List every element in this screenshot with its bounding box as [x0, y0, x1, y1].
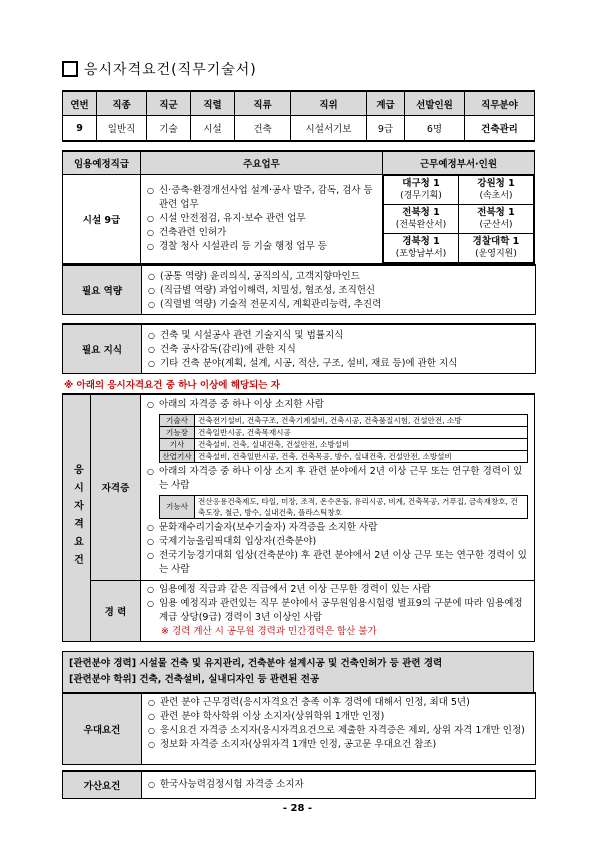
duties-header-grade: 임용예정직급: [63, 151, 141, 175]
related-career: [관련분야 경력] 시설물 건축 및 유지관리, 건축분야 설계시공 및 건축인허가 등 관련 경력: [69, 658, 443, 669]
duties-table: [62, 150, 535, 264]
cert-type: 기능장: [160, 426, 195, 438]
summary-header: 직위: [291, 91, 367, 116]
duties-header-duty: 주요업무: [141, 151, 383, 175]
summary-cell: 6명: [405, 116, 465, 142]
qualification-label: 응시자격요건: [63, 394, 91, 641]
list-item: ○ 국제기능올림픽대회 입상자(건축분야): [147, 535, 530, 549]
summary-cell: 시설: [191, 116, 235, 142]
dept-name: 대구청 1: [402, 178, 440, 189]
bonus-label: 가산요건: [63, 772, 142, 798]
list-item: ○ 경찰 청사 시설관리 등 기술 행정 업무 등: [147, 240, 378, 254]
qualification-table: [62, 393, 535, 642]
list-item: ○ 건축 및 시설공사 관련 기술지식 및 법률지식: [148, 329, 531, 343]
checkbox-icon: [62, 61, 78, 77]
summary-header: 직군: [147, 91, 191, 116]
list-item: ○ 응시요건 자격증 소지자(응시자격요건으로 제출한 자격증은 제외, 상위 자격 1개만 인정): [148, 724, 531, 738]
duties-grade: 시설 9급: [63, 175, 141, 264]
career-list: [141, 583, 534, 625]
summary-cell: 시설서기보: [291, 116, 367, 142]
dept-sub: (군산서): [479, 220, 513, 230]
dept-name: 강원청 1: [477, 178, 515, 189]
cert-value: 건축설비, 건축, 실내건축, 건설안전, 소방설비: [195, 438, 528, 450]
dept-sub: (포항남부서): [395, 249, 447, 259]
list-item: ○ 임용예정 직급과 같은 직급에서 2년 이상 근무한 경력이 있는 사람: [147, 583, 530, 597]
dept-sub: (속초서): [479, 191, 513, 201]
bonus-section: [62, 770, 536, 799]
cert-value: 건축설비, 건축일반시공, 건축, 건축목공, 방수, 실내건축, 건설안전, 소방설비: [195, 450, 528, 462]
dept-cell: [384, 234, 459, 263]
cert-label: 자격증: [91, 394, 141, 580]
summary-cell: 일반직: [97, 116, 147, 142]
cert-table-2: [159, 495, 528, 519]
dept-cell: [384, 205, 459, 234]
list-item: ○ 관련 분야 근무경력(응시자격요건 충족 이후 경력에 대해서 인정, 최대 5년): [148, 696, 531, 710]
summary-header: 직무분야: [465, 91, 535, 116]
list-item: ○ (공통 역량) 윤리의식, 공직의식, 고객지향마인드: [148, 270, 531, 284]
dept-name: 경북청 1: [402, 236, 440, 247]
page-number: - 28 -: [282, 803, 313, 814]
summary-cell: 9: [63, 116, 97, 142]
knowledge-section: [62, 323, 536, 374]
cert-type: 기사: [160, 438, 195, 450]
dept-cell: [459, 176, 534, 205]
summary-cell: 기술: [147, 116, 191, 142]
knowledge-list: [142, 329, 535, 371]
summary-header: 계급: [367, 91, 405, 116]
list-item: ○ 시설 안전점검, 유지·보수 관련 업무: [147, 212, 378, 226]
dept-cell: [459, 205, 534, 234]
dept-sub: (운영지원): [475, 249, 517, 259]
cert-type: 기술사: [160, 414, 195, 426]
summary-header: 직렬: [191, 91, 235, 116]
cert-list: [141, 398, 534, 412]
list-item: ○ 정보화 자격증 소지자(상위자격 1개만 인정, 공고문 우대요건 참조): [148, 738, 531, 752]
dept-name: 전북청 1: [402, 207, 440, 218]
competency-label: 필요 역량: [63, 266, 142, 314]
list-item: ○ 문화재수리기술자(보수기술자) 자격증을 소지한 사람: [147, 521, 530, 535]
position-summary-table: [62, 90, 535, 142]
cert-value: 건축일반시공, 건축목재시공: [195, 426, 528, 438]
related-field-box: [62, 651, 534, 693]
preference-section: [62, 692, 536, 765]
list-item: ○ (직급별 역량) 과업이해력, 치밀성, 협조성, 조직헌신: [148, 284, 531, 298]
dept-cell: [459, 234, 534, 263]
career-note: ※ 경력 계산 시 공무원 경력과 민간경력은 합산 불가: [161, 625, 377, 637]
page-title-text: 응시자격요건(직무기술서): [84, 62, 257, 78]
cert-table: [159, 414, 528, 463]
dept-sub: (전북완산서): [395, 220, 447, 230]
summary-cell: 건축관리: [465, 116, 535, 142]
summary-header: 직류: [235, 91, 291, 116]
summary-cell: 건축: [235, 116, 291, 142]
summary-header: 선발인원: [405, 91, 465, 116]
dept-name: 전북청 1: [477, 207, 515, 218]
dept-name: 경찰대학 1: [472, 236, 520, 247]
competency-list: [142, 270, 535, 312]
list-item: ○ 기타 건축 분야(계획, 설계, 시공, 적산, 구조, 설비, 재료 등)에 관한 지식: [148, 357, 531, 371]
summary-row: [63, 116, 535, 142]
duties-list: [141, 184, 382, 254]
related-degree: [관련분야 학위] 건축, 건축설비, 실내디자인 등 관련된 전공: [69, 674, 320, 685]
dept-sub: (경무기획): [400, 191, 442, 201]
list-item: ○ 건축관련 인허가: [147, 226, 378, 240]
career-label: 경 력: [91, 580, 141, 641]
list-item: ○ 임용 예정직과 관련있는 직무 분야에서 공무원임용시험령 별표9의 구분에 따라 임용예정 계급 상당(9급) 경력이 3년 이상인 사람: [147, 597, 530, 625]
list-item: ○ 한국사능력검정시험 자격증 소지자: [148, 778, 304, 792]
duties-header-dept: 근무예정부서·인원: [383, 151, 535, 175]
cert-value: 전산응용건축제도, 타일, 미장, 조적, 온수온돌, 유리시공, 비계, 건축목공, 거푸집, 금속재창호, 건축도장, 철근, 방수, 실내건축, 플라스틱창호: [195, 495, 528, 518]
list-item: ○ (직렬별 역량) 기술적 전문지식, 계획관리능력, 추진력: [148, 298, 531, 312]
summary-header: 직종: [97, 91, 147, 116]
summary-header: 연번: [63, 91, 97, 116]
page-title: [62, 59, 257, 79]
preference-label: 우대요건: [63, 694, 142, 764]
cert-type: 기능사: [160, 495, 195, 518]
dept-grid: [383, 175, 534, 263]
bonus-list: [142, 778, 308, 792]
list-item: ○ 신·증축·환경개선사업 설계·공사 발주, 감독, 검사 등 관련 업무: [147, 184, 378, 212]
list-item: ○ 아래의 자격증 중 하나 이상 소지 후 관련 분야에서 2년 이상 근무 또는 연구한 경력이 있는 사람: [147, 465, 530, 493]
cert-value: 건축전기설비, 건축구조, 건축기계설비, 건축시공, 건축품질시험, 건설안전, 소방: [195, 414, 528, 426]
competency-section: [62, 264, 536, 315]
cert-type: 산업기사: [160, 450, 195, 462]
summary-header-row: [63, 91, 535, 116]
knowledge-label: 필요 지식: [63, 325, 142, 373]
list-item: ○ 아래의 자격증 중 하나 이상 소지한 사람: [147, 398, 530, 412]
list-item: ○ 전국기능경기대회 입상(건축분야) 후 관련 분야에서 2년 이상 근무 또는 연구한 경력이 있는 사람: [147, 549, 530, 577]
qualification-notice: ※ 아래의 응시자격요건 중 하나 이상에 해당되는 자: [64, 380, 280, 391]
preference-list: [142, 696, 535, 752]
dept-cell: [384, 176, 459, 205]
summary-cell: 9급: [367, 116, 405, 142]
list-item: ○ 관련 분야 학사학위 이상 소지자(상위학위 1개만 인정): [148, 710, 531, 724]
list-item: ○ 건축 공사감독(감리)에 관한 지식: [148, 343, 531, 357]
